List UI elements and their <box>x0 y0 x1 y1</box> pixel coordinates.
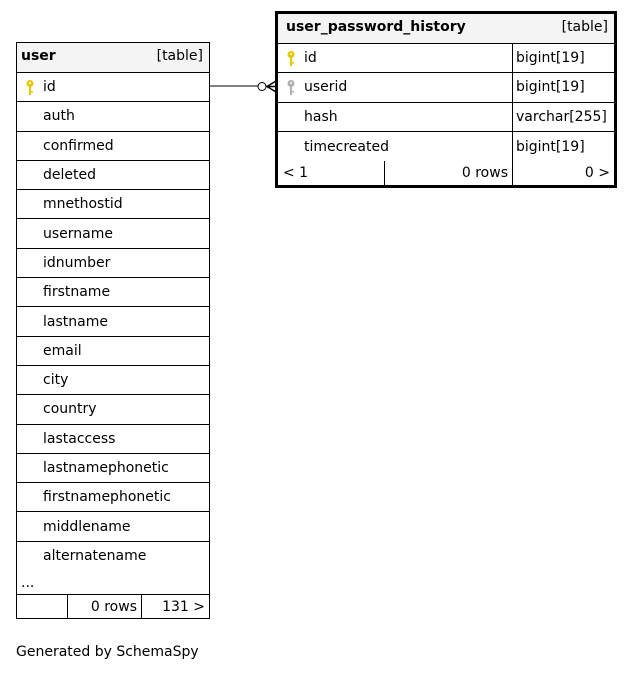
column-row <box>17 73 209 102</box>
column-name: email <box>43 342 82 359</box>
history-footer-rows: 0 rows <box>384 161 512 185</box>
history-table-footer <box>278 161 614 185</box>
primary-key-icon <box>25 79 35 96</box>
column-row <box>17 366 209 395</box>
column-row <box>17 132 209 161</box>
column-name: lastnamephonetic <box>43 460 169 476</box>
column-row <box>17 102 209 131</box>
column-row <box>17 425 209 454</box>
user-table-kind: [table] <box>156 48 203 64</box>
ellipsis-text: ... <box>21 574 35 591</box>
column-row <box>278 73 614 102</box>
column-row <box>17 161 209 190</box>
user-table-ellipsis-row <box>17 571 209 595</box>
user-footer-prev <box>17 595 67 618</box>
history-footer-next: 0 > <box>512 161 614 185</box>
column-name: lastaccess <box>43 430 116 447</box>
column-name: username <box>43 225 113 242</box>
column-row <box>278 44 614 73</box>
column-name: city <box>43 372 69 389</box>
column-name: country <box>43 401 97 418</box>
column-name: firstname <box>43 284 111 301</box>
history-table-kind: [table] <box>561 19 608 35</box>
column-name: alternatename <box>43 548 147 565</box>
history-table-header <box>278 14 614 44</box>
history-footer-prev: < 1 <box>283 165 309 182</box>
column-type: bigint[19] <box>512 44 614 72</box>
column-row <box>17 219 209 248</box>
column-name: idnumber <box>43 254 111 271</box>
user-table <box>16 42 210 619</box>
column-type: bigint[19] <box>512 132 614 161</box>
user-table-footer <box>17 595 209 618</box>
generated-by-text: Generated by SchemaSpy <box>16 644 199 660</box>
column-type: varchar[255] <box>512 103 614 131</box>
column-name: firstnamephonetic <box>43 489 171 506</box>
column-name: id <box>304 50 317 67</box>
column-row <box>17 307 209 336</box>
user-password-history-table <box>275 11 617 188</box>
user-table-name: user <box>21 48 56 64</box>
column-name: auth <box>43 108 75 125</box>
column-row <box>17 249 209 278</box>
history-table-name: user_password_history <box>286 19 466 35</box>
column-name: timecreated <box>304 138 389 155</box>
user-footer-next: 131 > <box>141 595 209 618</box>
column-name: id <box>43 79 56 96</box>
primary-key-icon <box>286 50 296 67</box>
column-row <box>278 132 614 161</box>
column-row <box>17 512 209 541</box>
column-row <box>17 278 209 307</box>
zero-cardinality-marker <box>258 83 266 91</box>
column-row <box>17 542 209 571</box>
column-name: middlename <box>43 518 131 535</box>
column-row <box>17 395 209 424</box>
column-type: bigint[19] <box>512 73 614 101</box>
column-name: lastname <box>43 313 108 330</box>
column-name: confirmed <box>43 137 114 154</box>
column-row <box>17 454 209 483</box>
user-table-header <box>17 43 209 73</box>
column-name: mnethostid <box>43 196 123 213</box>
column-row <box>17 337 209 366</box>
column-name: userid <box>304 79 348 96</box>
column-name: deleted <box>43 167 96 184</box>
user-footer-rows: 0 rows <box>67 595 141 618</box>
column-row <box>278 103 614 132</box>
column-name: hash <box>304 108 338 125</box>
column-row <box>17 190 209 219</box>
column-row <box>17 483 209 512</box>
foreign-key-icon <box>286 79 296 96</box>
